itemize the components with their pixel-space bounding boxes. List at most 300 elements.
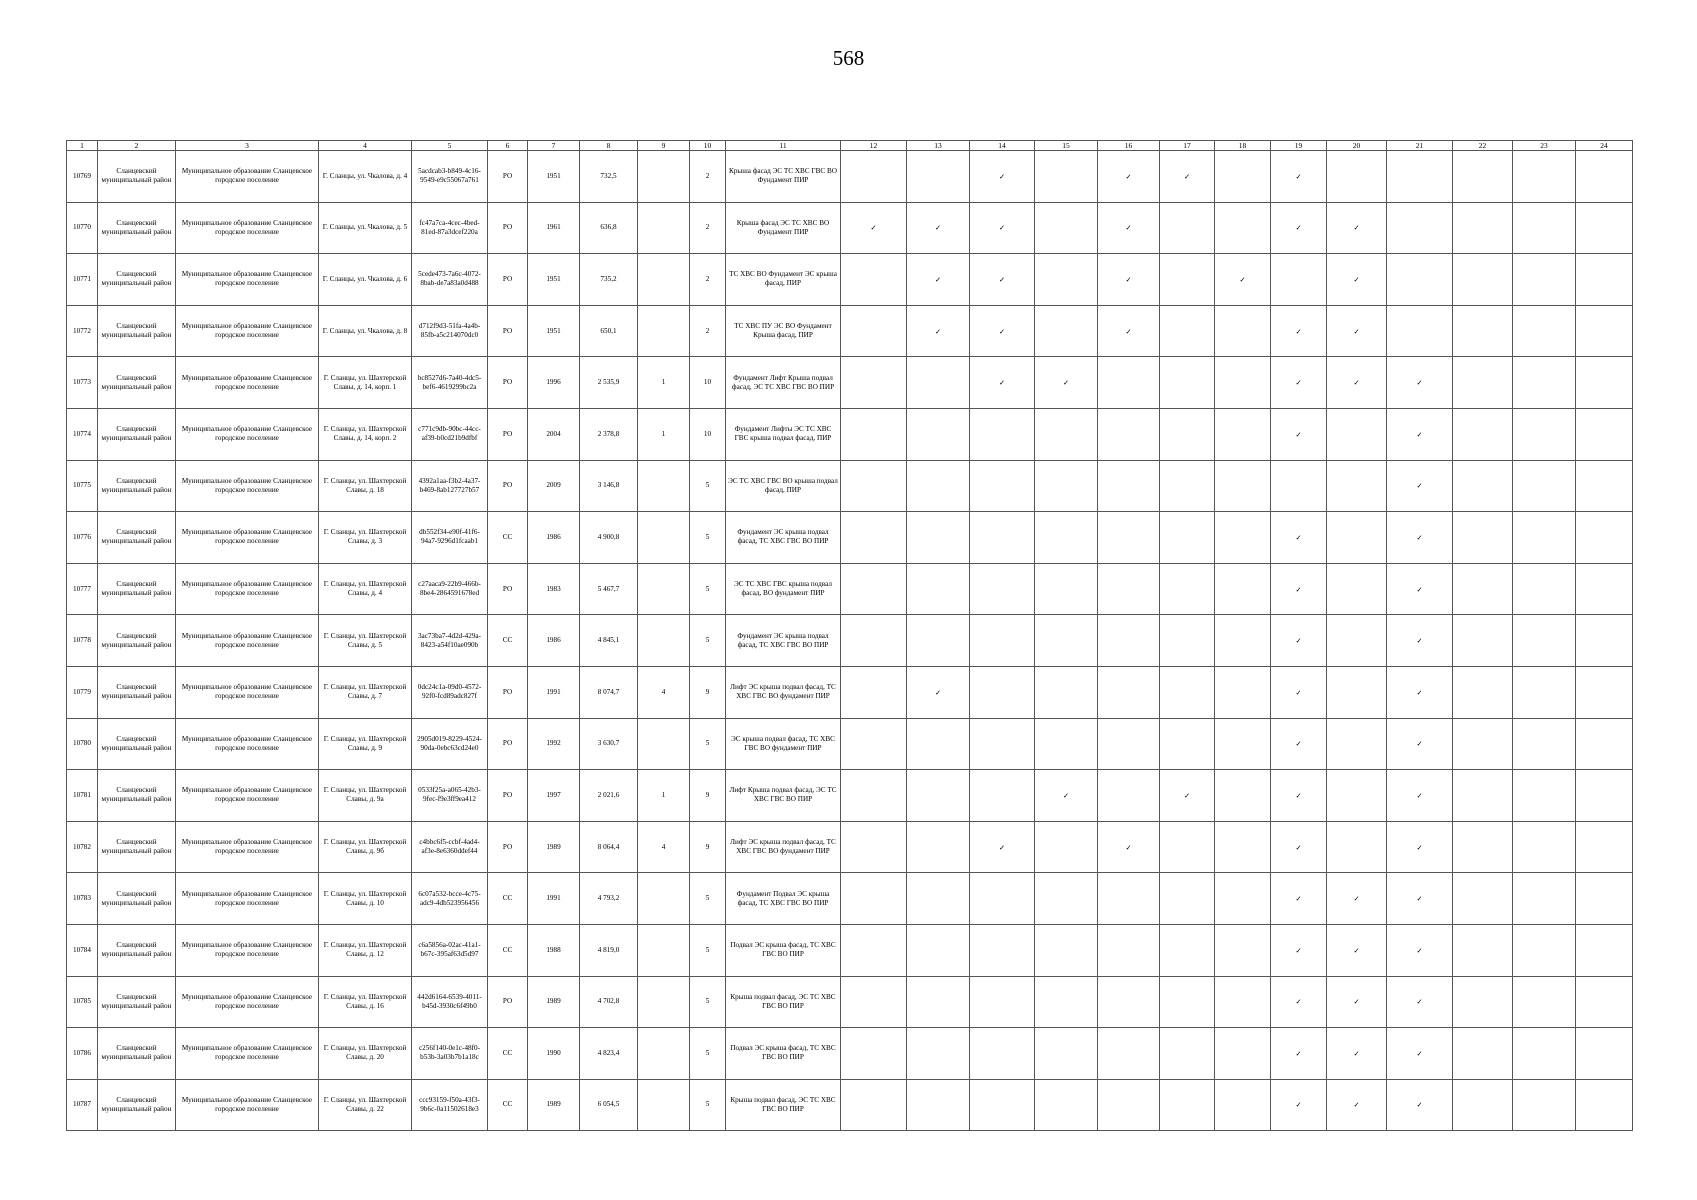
uuid-cell: 3ac73ba7-4d2d-429a-8423-a54f10ae090b [412,615,488,667]
mark-cell-col-15 [1035,873,1098,925]
mark-cell-col-12 [841,1028,907,1080]
column-number-header [67,141,1633,151]
mark-cell-col-12 [841,408,907,460]
type-cell: СС [488,512,528,564]
mark-cell-col-16 [1098,563,1160,615]
year-cell: 1983 [528,563,580,615]
type-cell: РО [488,408,528,460]
works-cell: Крыша фасад ЭС ТС ХВС ГВС ВО Фундамент ПИР [726,151,841,203]
mark-cell-col-18 [1215,202,1271,254]
id-cell: 10786 [67,1028,98,1080]
mark-cell-col-20 [1327,873,1387,925]
type-cell: РО [488,770,528,822]
mark-cell-col-15 [1035,718,1098,770]
col10-cell: 9 [690,666,726,718]
col9-cell [638,563,690,615]
col9-cell [638,718,690,770]
mark-cell-col-18 [1215,718,1271,770]
mark-cell-col-19 [1271,615,1327,667]
mark-cell-col-24 [1576,873,1633,925]
mark-cell-col-13 [907,254,970,306]
check-mark-icon: ✓ [1125,274,1132,284]
mark-cell-col-13 [907,202,970,254]
mark-cell-col-14 [970,151,1035,203]
works-cell: Фундамент Лифты ЭС ТС ХВС ГВС крыша подвал фасад, ПИР [726,408,841,460]
column-header-2: 2 [98,141,176,151]
registry-table [66,140,1633,1131]
mark-cell-col-16 [1098,512,1160,564]
year-cell: 1992 [528,718,580,770]
mark-cell-col-20 [1327,666,1387,718]
uuid-cell: 0dc24c1a-09d0-4572-92f0-fcd89adc827f [412,666,488,718]
check-mark-icon: ✓ [1416,429,1423,439]
mark-cell-col-13 [907,615,970,667]
col9-cell: 4 [638,821,690,873]
mark-cell-col-12 [841,512,907,564]
municipality-cell: Муниципальное образование Сланцевское городское поселение [176,202,319,254]
table-row [67,357,1633,409]
mark-cell-col-23 [1513,512,1576,564]
year-cell: 1986 [528,512,580,564]
mark-cell-col-18 [1215,460,1271,512]
mark-cell-col-13 [907,821,970,873]
year-cell: 1961 [528,202,580,254]
table-row [67,1079,1633,1131]
mark-cell-col-15 [1035,1079,1098,1131]
address-cell: Г. Сланцы, ул. Шахтерской Славы, д. 9а [319,770,412,822]
id-cell: 10778 [67,615,98,667]
district-cell: Сланцевский муниципальный район [98,666,176,718]
check-mark-icon: ✓ [1416,997,1423,1007]
check-mark-icon: ✓ [1416,532,1423,542]
check-mark-icon: ✓ [1183,171,1191,181]
table-row [67,873,1633,925]
check-mark-icon: ✓ [998,842,1006,852]
district-cell: Сланцевский муниципальный район [98,460,176,512]
mark-cell-col-16 [1098,976,1160,1028]
mark-cell-col-22 [1453,408,1513,460]
year-cell: 2009 [528,460,580,512]
column-header-20: 20 [1327,141,1387,151]
mark-cell-col-14 [970,254,1035,306]
address-cell: Г. Сланцы, ул. Шахтерской Славы, д. 9 [319,718,412,770]
column-header-15: 15 [1035,141,1098,151]
mark-cell-col-21 [1387,512,1453,564]
mark-cell-col-14 [970,924,1035,976]
check-mark-icon: ✓ [1295,739,1302,749]
check-mark-icon: ✓ [1353,945,1360,955]
district-cell: Сланцевский муниципальный район [98,408,176,460]
mark-cell-col-15 [1035,460,1098,512]
type-cell: РО [488,305,528,357]
mark-cell-col-18 [1215,254,1271,306]
check-mark-icon: ✓ [1353,378,1360,388]
column-header-6: 6 [488,141,528,151]
mark-cell-col-12 [841,770,907,822]
check-mark-icon: ✓ [1353,326,1360,336]
col10-cell: 9 [690,821,726,873]
mark-cell-col-14 [970,873,1035,925]
table-row [67,821,1633,873]
year-cell: 1989 [528,976,580,1028]
col10-cell: 5 [690,873,726,925]
address-cell: Г. Сланцы, ул. Шахтерской Славы, д. 9б [319,821,412,873]
mark-cell-col-13 [907,563,970,615]
check-mark-icon: ✓ [1295,945,1302,955]
area-cell: 3 146,8 [580,460,638,512]
type-cell: РО [488,151,528,203]
mark-cell-col-19 [1271,718,1327,770]
uuid-cell: 4392a1aa-f3b2-4a37-b469-8ab127727b57 [412,460,488,512]
type-cell: РО [488,254,528,306]
area-cell: 4 845,1 [580,615,638,667]
mark-cell-col-18 [1215,512,1271,564]
mark-cell-col-18 [1215,1079,1271,1131]
address-cell: Г. Сланцы, ул. Шахтерской Славы, д. 3 [319,512,412,564]
uuid-cell: c771c9db-90bc-44cc-af39-b0cd21b9dfbf [412,408,488,460]
mark-cell-col-16 [1098,1028,1160,1080]
table-row [67,151,1633,203]
column-header-1: 1 [67,141,98,151]
table-body [67,151,1633,1131]
col9-cell [638,1079,690,1131]
check-mark-icon: ✓ [1295,532,1302,542]
col9-cell [638,1028,690,1080]
table-row [67,202,1633,254]
mark-cell-col-22 [1453,718,1513,770]
mark-cell-col-19 [1271,1079,1327,1131]
mark-cell-col-21 [1387,718,1453,770]
mark-cell-col-18 [1215,151,1271,203]
mark-cell-col-18 [1215,666,1271,718]
works-cell: Фундамент Лифт Крыша подвал фасад, ЭС ТС ХВС ГВС ВО ПИР [726,357,841,409]
mark-cell-col-24 [1576,460,1633,512]
uuid-cell: c4bbc6f5-ccbf-4ad4-af3e-8e6360ddef44 [412,821,488,873]
mark-cell-col-23 [1513,770,1576,822]
col9-cell: 1 [638,357,690,409]
mark-cell-col-17 [1160,666,1215,718]
type-cell: РО [488,821,528,873]
mark-cell-col-20 [1327,976,1387,1028]
mark-cell-col-23 [1513,718,1576,770]
address-cell: Г. Сланцы, ул. Чкалова, д. 5 [319,202,412,254]
uuid-cell: ccc93159-f50a-43f3-9b6c-0a11502618e3 [412,1079,488,1131]
col10-cell: 2 [690,305,726,357]
column-header-17: 17 [1160,141,1215,151]
mark-cell-col-20 [1327,924,1387,976]
col10-cell: 5 [690,460,726,512]
mark-cell-col-12 [841,615,907,667]
col10-cell: 5 [690,563,726,615]
col10-cell: 2 [690,202,726,254]
mark-cell-col-24 [1576,408,1633,460]
check-mark-icon: ✓ [1416,1048,1423,1058]
mark-cell-col-23 [1513,1079,1576,1131]
mark-cell-col-21 [1387,873,1453,925]
area-cell: 4 823,4 [580,1028,638,1080]
check-mark-icon: ✓ [998,274,1006,284]
check-mark-icon: ✓ [1295,997,1302,1007]
col10-cell: 5 [690,615,726,667]
mark-cell-col-16 [1098,408,1160,460]
mark-cell-col-13 [907,976,970,1028]
mark-cell-col-17 [1160,1028,1215,1080]
year-cell: 1991 [528,666,580,718]
area-cell: 735,2 [580,254,638,306]
mark-cell-col-18 [1215,976,1271,1028]
mark-cell-col-20 [1327,615,1387,667]
mark-cell-col-21 [1387,1079,1453,1131]
mark-cell-col-21 [1387,615,1453,667]
mark-cell-col-15 [1035,821,1098,873]
mark-cell-col-23 [1513,202,1576,254]
table-row [67,408,1633,460]
mark-cell-col-13 [907,512,970,564]
mark-cell-col-15 [1035,666,1098,718]
mark-cell-col-23 [1513,408,1576,460]
check-mark-icon: ✓ [1295,842,1302,852]
mark-cell-col-16 [1098,305,1160,357]
mark-cell-col-20 [1327,512,1387,564]
municipality-cell: Муниципальное образование Сланцевское городское поселение [176,254,319,306]
col10-cell: 5 [690,1079,726,1131]
mark-cell-col-21 [1387,305,1453,357]
col9-cell [638,976,690,1028]
mark-cell-col-21 [1387,254,1453,306]
mark-cell-col-22 [1453,821,1513,873]
works-cell: Фундамент ЭС крыша подвал фасад, ТС ХВС ГВС ВО ПИР [726,512,841,564]
district-cell: Сланцевский муниципальный район [98,976,176,1028]
mark-cell-col-13 [907,460,970,512]
type-cell: РО [488,202,528,254]
address-cell: Г. Сланцы, ул. Шахтерской Славы, д. 14, корп. 2 [319,408,412,460]
mark-cell-col-13 [907,666,970,718]
id-cell: 10774 [67,408,98,460]
mark-cell-col-20 [1327,821,1387,873]
mark-cell-col-15 [1035,151,1098,203]
check-mark-icon: ✓ [1062,378,1070,388]
id-cell: 10773 [67,357,98,409]
id-cell: 10780 [67,718,98,770]
year-cell: 1990 [528,1028,580,1080]
address-cell: Г. Сланцы, ул. Шахтерской Славы, д. 20 [319,1028,412,1080]
year-cell: 2004 [528,408,580,460]
municipality-cell: Муниципальное образование Сланцевское городское поселение [176,873,319,925]
table-row [67,512,1633,564]
municipality-cell: Муниципальное образование Сланцевское городское поселение [176,770,319,822]
mark-cell-col-14 [970,718,1035,770]
mark-cell-col-23 [1513,563,1576,615]
check-mark-icon: ✓ [1295,790,1302,800]
check-mark-icon: ✓ [1295,378,1302,388]
year-cell: 1951 [528,254,580,306]
mark-cell-col-23 [1513,357,1576,409]
column-header-5: 5 [412,141,488,151]
mark-cell-col-23 [1513,976,1576,1028]
mark-cell-col-22 [1453,615,1513,667]
check-mark-icon: ✓ [1125,223,1132,233]
id-cell: 10779 [67,666,98,718]
works-cell: ТС ХВС ПУ ЭС ВО Фундамент Крыша фасад, ПИР [726,305,841,357]
mark-cell-col-21 [1387,202,1453,254]
check-mark-icon: ✓ [1353,894,1360,904]
mark-cell-col-13 [907,873,970,925]
uuid-cell: 2905d019-8229-4524-90da-0ebc63cd24e0 [412,718,488,770]
mark-cell-col-24 [1576,666,1633,718]
id-cell: 10781 [67,770,98,822]
mark-cell-col-12 [841,151,907,203]
mark-cell-col-12 [841,821,907,873]
mark-cell-col-19 [1271,460,1327,512]
mark-cell-col-14 [970,460,1035,512]
mark-cell-col-14 [970,1079,1035,1131]
check-mark-icon: ✓ [934,223,942,233]
table-row [67,770,1633,822]
mark-cell-col-24 [1576,718,1633,770]
mark-cell-col-22 [1453,1079,1513,1131]
mark-cell-col-22 [1453,305,1513,357]
mark-cell-col-14 [970,821,1035,873]
mark-cell-col-16 [1098,357,1160,409]
table-row [67,666,1633,718]
table-row [67,615,1633,667]
check-mark-icon: ✓ [998,171,1006,181]
col9-cell [638,254,690,306]
column-header-22: 22 [1453,141,1513,151]
mark-cell-col-14 [970,408,1035,460]
column-header-11: 11 [726,141,841,151]
mark-cell-col-20 [1327,1079,1387,1131]
address-cell: Г. Сланцы, ул. Чкалова, д. 8 [319,305,412,357]
mark-cell-col-12 [841,666,907,718]
column-header-13: 13 [907,141,970,151]
mark-cell-col-17 [1160,408,1215,460]
mark-cell-col-18 [1215,357,1271,409]
district-cell: Сланцевский муниципальный район [98,770,176,822]
mark-cell-col-17 [1160,976,1215,1028]
check-mark-icon: ✓ [1353,1048,1360,1058]
district-cell: Сланцевский муниципальный район [98,202,176,254]
col9-cell [638,460,690,512]
column-header-12: 12 [841,141,907,151]
check-mark-icon: ✓ [1295,894,1302,904]
mark-cell-col-21 [1387,770,1453,822]
mark-cell-col-20 [1327,408,1387,460]
mark-cell-col-18 [1215,821,1271,873]
works-cell: Крыша фасад ЭС ТС ХВС ВО Фундамент ПИР [726,202,841,254]
address-cell: Г. Сланцы, ул. Шахтерской Славы, д. 10 [319,873,412,925]
district-cell: Сланцевский муниципальный район [98,718,176,770]
mark-cell-col-12 [841,873,907,925]
works-cell: Лифт ЭС крыша подвал фасад, ТС ХВС ГВС ВО фундамент ПИР [726,821,841,873]
column-header-19: 19 [1271,141,1327,151]
year-cell: 1988 [528,924,580,976]
mark-cell-col-21 [1387,821,1453,873]
mark-cell-col-14 [970,357,1035,409]
mark-cell-col-21 [1387,563,1453,615]
col9-cell [638,924,690,976]
municipality-cell: Муниципальное образование Сланцевское городское поселение [176,151,319,203]
mark-cell-col-13 [907,770,970,822]
mark-cell-col-21 [1387,924,1453,976]
col10-cell: 5 [690,976,726,1028]
uuid-cell: 5cede473-7a6c-4072-8bab-de7a83a0d488 [412,254,488,306]
mark-cell-col-13 [907,305,970,357]
mark-cell-col-19 [1271,666,1327,718]
mark-cell-col-12 [841,254,907,306]
mark-cell-col-13 [907,924,970,976]
district-cell: Сланцевский муниципальный район [98,821,176,873]
id-cell: 10769 [67,151,98,203]
mark-cell-col-20 [1327,254,1387,306]
mark-cell-col-14 [970,512,1035,564]
mark-cell-col-22 [1453,460,1513,512]
mark-cell-col-15 [1035,924,1098,976]
works-cell: Крыша подвал фасад, ЭС ТС ХВС ГВС ВО ПИР [726,976,841,1028]
address-cell: Г. Сланцы, ул. Шахтерской Славы, д. 4 [319,563,412,615]
check-mark-icon: ✓ [998,223,1006,233]
municipality-cell: Муниципальное образование Сланцевское городское поселение [176,924,319,976]
uuid-cell: fc47a7ca-4cec-4bed-81ed-87a3dcef220a [412,202,488,254]
column-header-18: 18 [1215,141,1271,151]
check-mark-icon: ✓ [1125,171,1132,181]
mark-cell-col-17 [1160,718,1215,770]
check-mark-icon: ✓ [1416,687,1423,697]
address-cell: Г. Сланцы, ул. Шахтерской Славы, д. 7 [319,666,412,718]
mark-cell-col-21 [1387,408,1453,460]
mark-cell-col-16 [1098,202,1160,254]
uuid-cell: c256f140-0e1c-48f0-b53b-3a03b7b1a18c [412,1028,488,1080]
mark-cell-col-15 [1035,563,1098,615]
mark-cell-col-24 [1576,770,1633,822]
check-mark-icon: ✓ [1416,842,1423,852]
mark-cell-col-17 [1160,460,1215,512]
mark-cell-col-23 [1513,460,1576,512]
type-cell: РО [488,976,528,1028]
area-cell: 4 702,8 [580,976,638,1028]
mark-cell-col-17 [1160,357,1215,409]
area-cell: 8 074,7 [580,666,638,718]
mark-cell-col-19 [1271,254,1327,306]
mark-cell-col-23 [1513,615,1576,667]
mark-cell-col-12 [841,976,907,1028]
column-header-10: 10 [690,141,726,151]
municipality-cell: Муниципальное образование Сланцевское городское поселение [176,615,319,667]
check-mark-icon: ✓ [1125,326,1132,336]
works-cell: ТС ХВС ВО Фундамент ЭС крыша фасад, ПИР [726,254,841,306]
mark-cell-col-17 [1160,254,1215,306]
works-cell: Фундамент Подвал ЭС крыша фасад, ТС ХВС ГВС ВО ПИР [726,873,841,925]
mark-cell-col-23 [1513,305,1576,357]
col9-cell [638,512,690,564]
address-cell: Г. Сланцы, ул. Чкалова, д. 6 [319,254,412,306]
uuid-cell: bc8527d6-7a40-4dc5-bef6-4619299bc2a [412,357,488,409]
uuid-cell: c6a5856a-02ac-41a1-b67c-395af63d5d97 [412,924,488,976]
mark-cell-col-22 [1453,254,1513,306]
check-mark-icon: ✓ [1416,1100,1423,1110]
page-number: 568 [832,46,865,70]
mark-cell-col-15 [1035,254,1098,306]
mark-cell-col-13 [907,718,970,770]
mark-cell-col-15 [1035,770,1098,822]
check-mark-icon: ✓ [1295,223,1302,233]
mark-cell-col-19 [1271,202,1327,254]
mark-cell-col-21 [1387,976,1453,1028]
area-cell: 8 064,4 [580,821,638,873]
mark-cell-col-24 [1576,563,1633,615]
area-cell: 4 900,8 [580,512,638,564]
mark-cell-col-21 [1387,151,1453,203]
